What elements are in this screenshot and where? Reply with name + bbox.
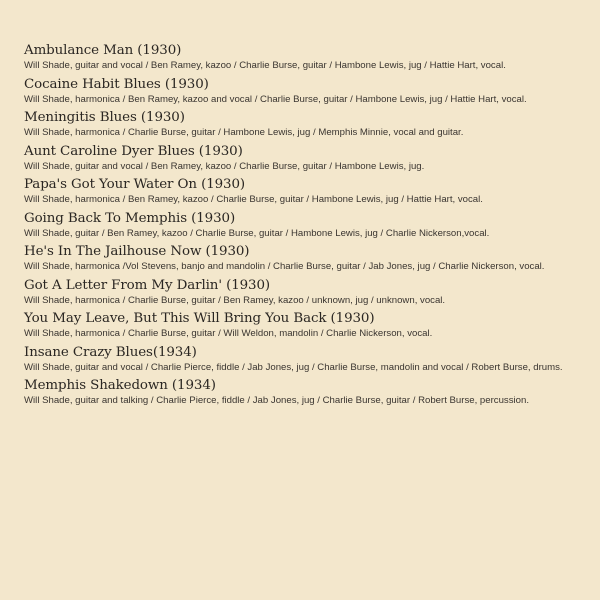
track-entry: [24, 277, 574, 308]
track-credits: Will Shade, harmonica / Charlie Burse, guitar / Ben Ramey, kazoo / unknown, jug / unknown, vocal.: [24, 294, 446, 306]
track-entry: [24, 109, 574, 140]
track-credits: Will Shade, guitar and vocal / Charlie Pierce, fiddle / Jab Jones, jug / Charlie Burse, mandolin and vocal / Robert Burse, drums.: [24, 361, 563, 373]
track-title: You May Leave, But This Will Bring You Back (1930): [24, 311, 375, 326]
track-entry: [24, 310, 574, 341]
track-entry: [24, 42, 574, 73]
track-credits: Will Shade, guitar and vocal / Ben Ramey, kazoo / Charlie Burse, guitar / Hambone Lewis, jug.: [24, 160, 425, 172]
track-credits: Will Shade, harmonica / Ben Ramey, kazoo / Charlie Burse, guitar / Hambone Lewis, jug / Hattie Hart, vocal.: [24, 194, 483, 205]
track-entry: [24, 210, 574, 241]
track-title: Aunt Caroline Dyer Blues (1930): [24, 143, 243, 159]
track-entry: [24, 76, 574, 107]
track-title: He's In The Jailhouse Now (1930): [24, 244, 250, 259]
track-title: Ambulance Man (1930): [24, 43, 182, 58]
track-credits: Will Shade, guitar / Ben Ramey, kazoo / Charlie Burse, guitar / Hambone Lewis, jug / Charlie Nickerson,vocal.: [24, 227, 490, 239]
track-entry: [24, 143, 574, 174]
track-entry: [24, 377, 574, 408]
track-credits: Will Shade, harmonica /Vol Stevens, banjo and mandolin / Charlie Burse, guitar / Jab Jones, jug / Charlie Nickerson, vocal.: [24, 261, 545, 272]
track-entry: [24, 176, 574, 207]
track-credits: Will Shade, guitar and vocal / Ben Ramey, kazoo / Charlie Burse, guitar / Hambone Lewis, jug / Hattie Hart, vocal.: [24, 60, 506, 71]
track-title: Got A Letter From My Darlin' (1930): [24, 277, 270, 293]
track-title: Meningitis Blues (1930): [24, 110, 185, 125]
track-credits: Will Shade, harmonica / Ben Ramey, kazoo and vocal / Charlie Burse, guitar / Hambone Lewis, jug / Hattie Hart, vocal.: [24, 93, 527, 105]
track-title: Memphis Shakedown (1934): [24, 378, 216, 393]
track-credits: Will Shade, harmonica / Charlie Burse, guitar / Will Weldon, mandolin / Charlie Nickerson, vocal.: [24, 328, 433, 339]
track-title: Papa's Got Your Water On (1930): [24, 177, 246, 192]
track-title: Going Back To Memphis (1930): [24, 210, 236, 226]
track-credits: Will Shade, guitar and talking / Charlie Pierce, fiddle / Jab Jones, jug / Charlie Burse, guitar / Robert Burse, percussion.: [24, 395, 529, 406]
track-entry: [24, 344, 574, 375]
track-credits: Will Shade, harmonica / Charlie Burse, guitar / Hambone Lewis, jug / Memphis Minnie, vocal and guitar.: [24, 127, 464, 138]
track-title: Cocaine Habit Blues (1930): [24, 76, 209, 92]
track-entry: [24, 243, 574, 274]
track-title: Insane Crazy Blues(1934): [24, 344, 197, 360]
